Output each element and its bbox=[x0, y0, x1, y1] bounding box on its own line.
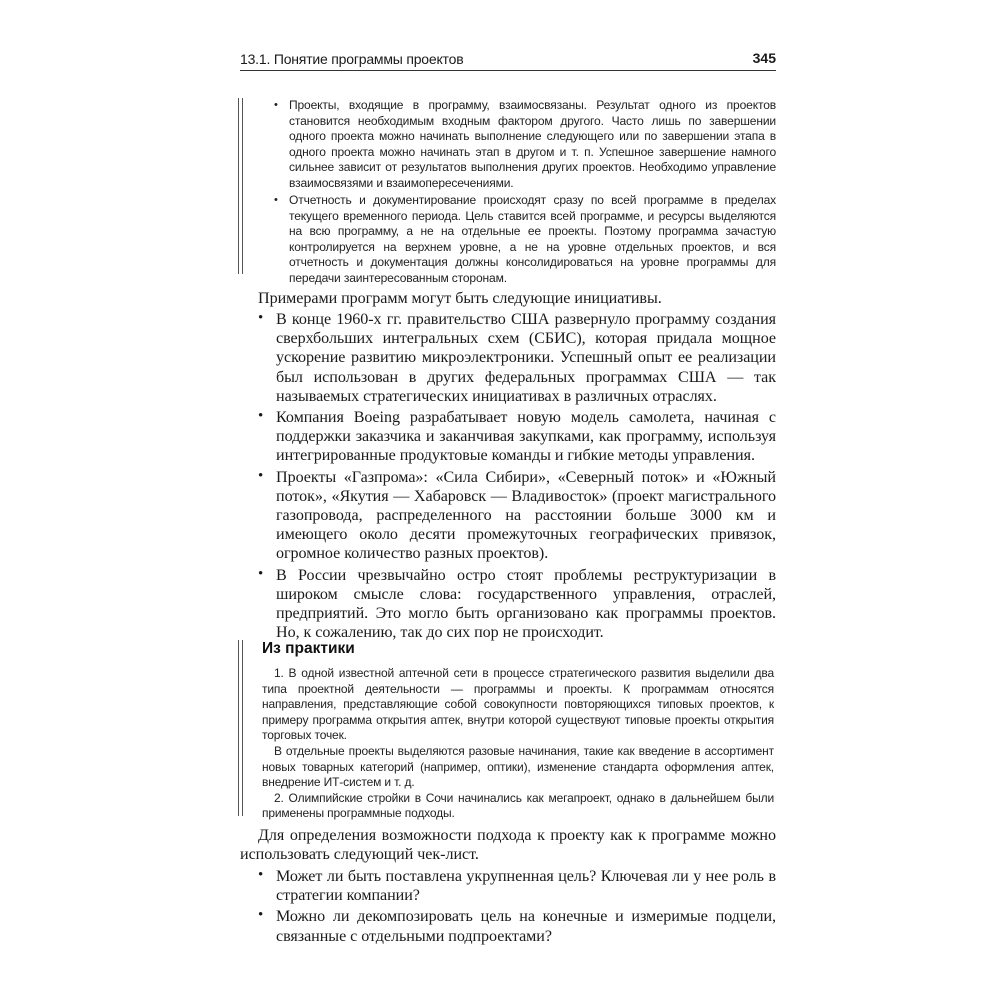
bullet-icon: • bbox=[258, 408, 264, 425]
bullet-icon: • bbox=[258, 565, 264, 582]
sidebar-box-program-features bbox=[238, 98, 776, 285]
practice-title: Из практики bbox=[262, 640, 355, 657]
list-item bbox=[258, 468, 776, 564]
feature-list bbox=[256, 98, 776, 286]
list-item-text: Проекты, входящие в программу, взаимосвязаны. Результат одного из проектов становится необходимым входным фактором другого. Часто лишь по завершении одного проекта можно начинать выполнение следующего или по завершении этапа в одного проекта можно начинать этап в другом и т. п. Успешное завершение намного сильнее зависит от результатов выполнения других проектов. Необходимо управление взаимосвязями и взаимопересечениями. bbox=[289, 98, 776, 190]
list-item-text: Компания Boeing разрабатывает новую модель самолета, начиная с поддержки заказчика и заканчивая закупками, как программу, используя интегрированные продуктовые команды и гибкие методы управления. bbox=[276, 409, 776, 465]
running-header bbox=[240, 50, 776, 71]
bullet-icon: • bbox=[274, 99, 278, 111]
list-item-text: В конце 1960-х гг. правительство США развернуло программу создания сверхбольших интегральных схем (СБИС), которая придала мощное ускорение развитию микроэлектроники. Успешный опыт ее реализации был использован в других федеральных программах США — так называемых стратегических инициативах в различных отраслях. bbox=[276, 311, 776, 405]
list-item bbox=[258, 566, 776, 643]
section-title: 13.1. Понятие программы проектов bbox=[240, 51, 464, 67]
checklist-intro bbox=[240, 826, 776, 864]
list-item bbox=[256, 193, 776, 286]
practice-paragraph: 1. В одной известной аптечной сети в процессе стратегического развития выделили два типа проектной деятельности — программы и проекты. К программам относятся направления, представляющие собой совокупности повторяющихся типовых проектов, к примеру программа открытия аптек, внутри которой существуют типовые проекты открытия торговых точек. bbox=[262, 666, 774, 743]
list-item-text: Можно ли декомпозировать цель на конечные и измеримые подцели, связанные с отдельными подпроектами? bbox=[276, 908, 776, 945]
list-item-text: Может ли быть поставлена укрупненная цель? Ключевая ли у нее роль в стратегии компании? bbox=[276, 868, 776, 905]
examples-intro bbox=[258, 289, 776, 308]
examples-section bbox=[258, 310, 776, 642]
list-item bbox=[258, 310, 776, 406]
paragraph: Примерами программ могут быть следующие инициативы. bbox=[258, 290, 662, 307]
practice-paragraph: В отдельные проекты выделяются разовые начинания, такие как введение в ассортимент новых товарных категорий (например, оптики), изменение стандарта оформления аптек, внедрение ИТ-систем и т. д. bbox=[262, 743, 774, 790]
bullet-icon: • bbox=[258, 467, 264, 484]
list-item bbox=[256, 98, 776, 191]
page-number: 345 bbox=[752, 50, 776, 66]
bullet-icon: • bbox=[258, 907, 264, 924]
paragraph: Для определения возможности подхода к проекту как к программе можно использовать следующий чек-лист. bbox=[240, 827, 776, 864]
examples-list bbox=[258, 310, 776, 642]
bullet-icon: • bbox=[274, 194, 278, 206]
list-item-text: Проекты «Газпрома»: «Сила Сибири», «Северный поток» и «Южный поток», «Якутия — Хабаровск — Владивосток» (проект магистрального газопровода, распределенного на расстоянии больше 3000 км и имеющего около десяти промежуточных географических привязок, огромное количество разных проектов). bbox=[276, 468, 776, 563]
list-item bbox=[258, 408, 776, 466]
list-item-text: Отчетность и документирование происходят сразу по всей программе в пределах текущего временного периода. Цель ставится всей программе, и ресурсы выделяются на всю программу, а не на отдельные ее проекты. Поэтому программа зачастую контролируется на верхнем уровне, а не на уровне отдельных проектов, и вся отчетность и документация должны консолидироваться на уровне программы для передачи заинтересованным сторонам. bbox=[289, 193, 776, 285]
list-item bbox=[258, 867, 776, 905]
bullet-icon: • bbox=[258, 867, 264, 883]
practice-paragraph: 2. Олимпийские стройки в Сочи начинались как мегапроект, однако в дальнейшем были применены программные подходы. bbox=[262, 790, 774, 821]
checklist bbox=[258, 867, 776, 946]
bullet-icon: • bbox=[258, 310, 264, 326]
practice-box bbox=[238, 640, 774, 821]
list-item bbox=[258, 907, 776, 945]
checklist-section bbox=[258, 867, 776, 946]
list-item-text: В России чрезвычайно остро стоят проблемы реструктуризации в широком смысле слова: государственного управления, отраслей, предприятий. Это могло быть организовано как программы проектов. Но, к сожалению, так до сих пор не происходит. bbox=[276, 566, 776, 642]
